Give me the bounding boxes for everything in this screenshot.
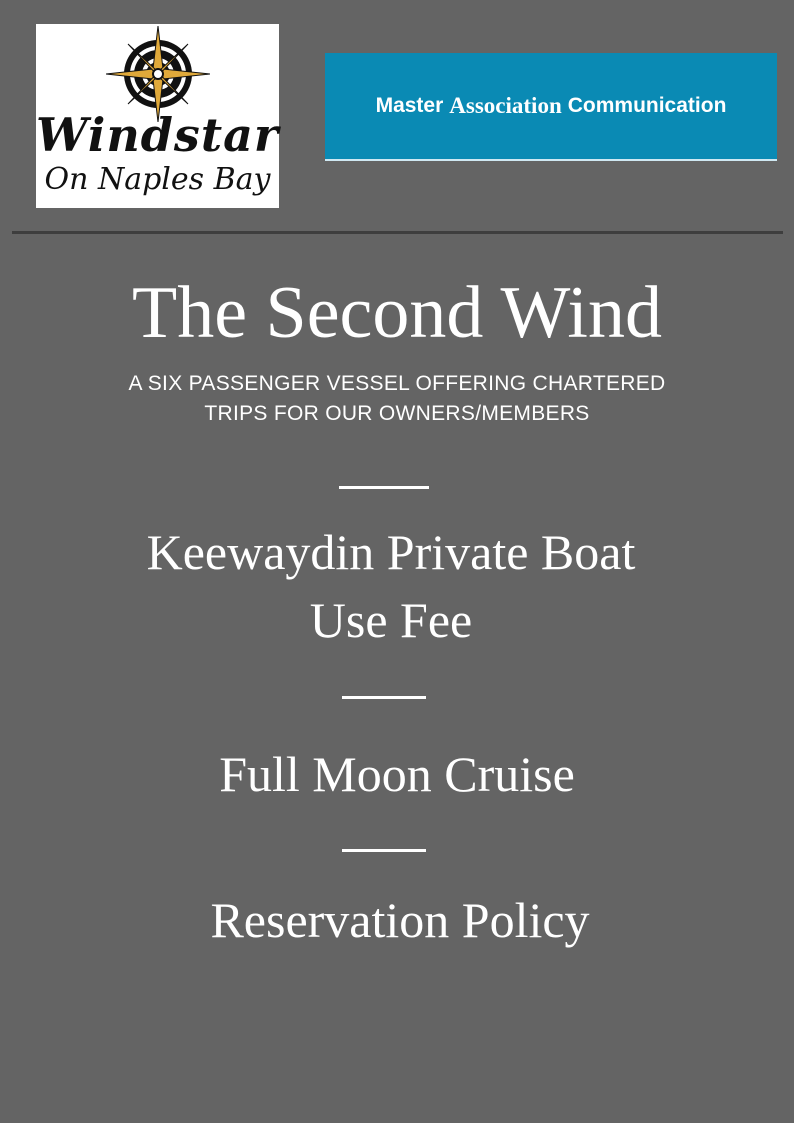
logo-subtitle: On Naples Bay [44,162,271,197]
link-line-2: Use Fee [309,592,473,648]
separator [339,486,429,489]
separator [342,849,426,852]
full-moon-cruise-link[interactable]: Full Moon Cruise [219,746,575,802]
subtitle-line-2: TRIPS FOR OUR OWNERS/MEMBERS [204,402,590,425]
banner-text-1: Master [375,94,444,117]
banner-text-3: Communication [567,94,727,117]
banner-text-2: Association [449,93,562,118]
master-association-banner [325,53,777,161]
subtitle-line-1: A SIX PASSENGER VESSEL OFFERING CHARTERED [128,372,666,395]
link-line-1: Keewaydin Private Boat [146,524,636,580]
separator [342,696,426,699]
logo-title: Windstar [36,108,280,162]
keewaydin-fee-link[interactable] [0,518,794,654]
page-title: The Second Wind [132,272,662,354]
header-divider [12,231,783,234]
page-subtitle [0,369,794,429]
reservation-policy-link[interactable]: Reservation Policy [210,892,590,948]
windstar-logo [36,24,279,208]
